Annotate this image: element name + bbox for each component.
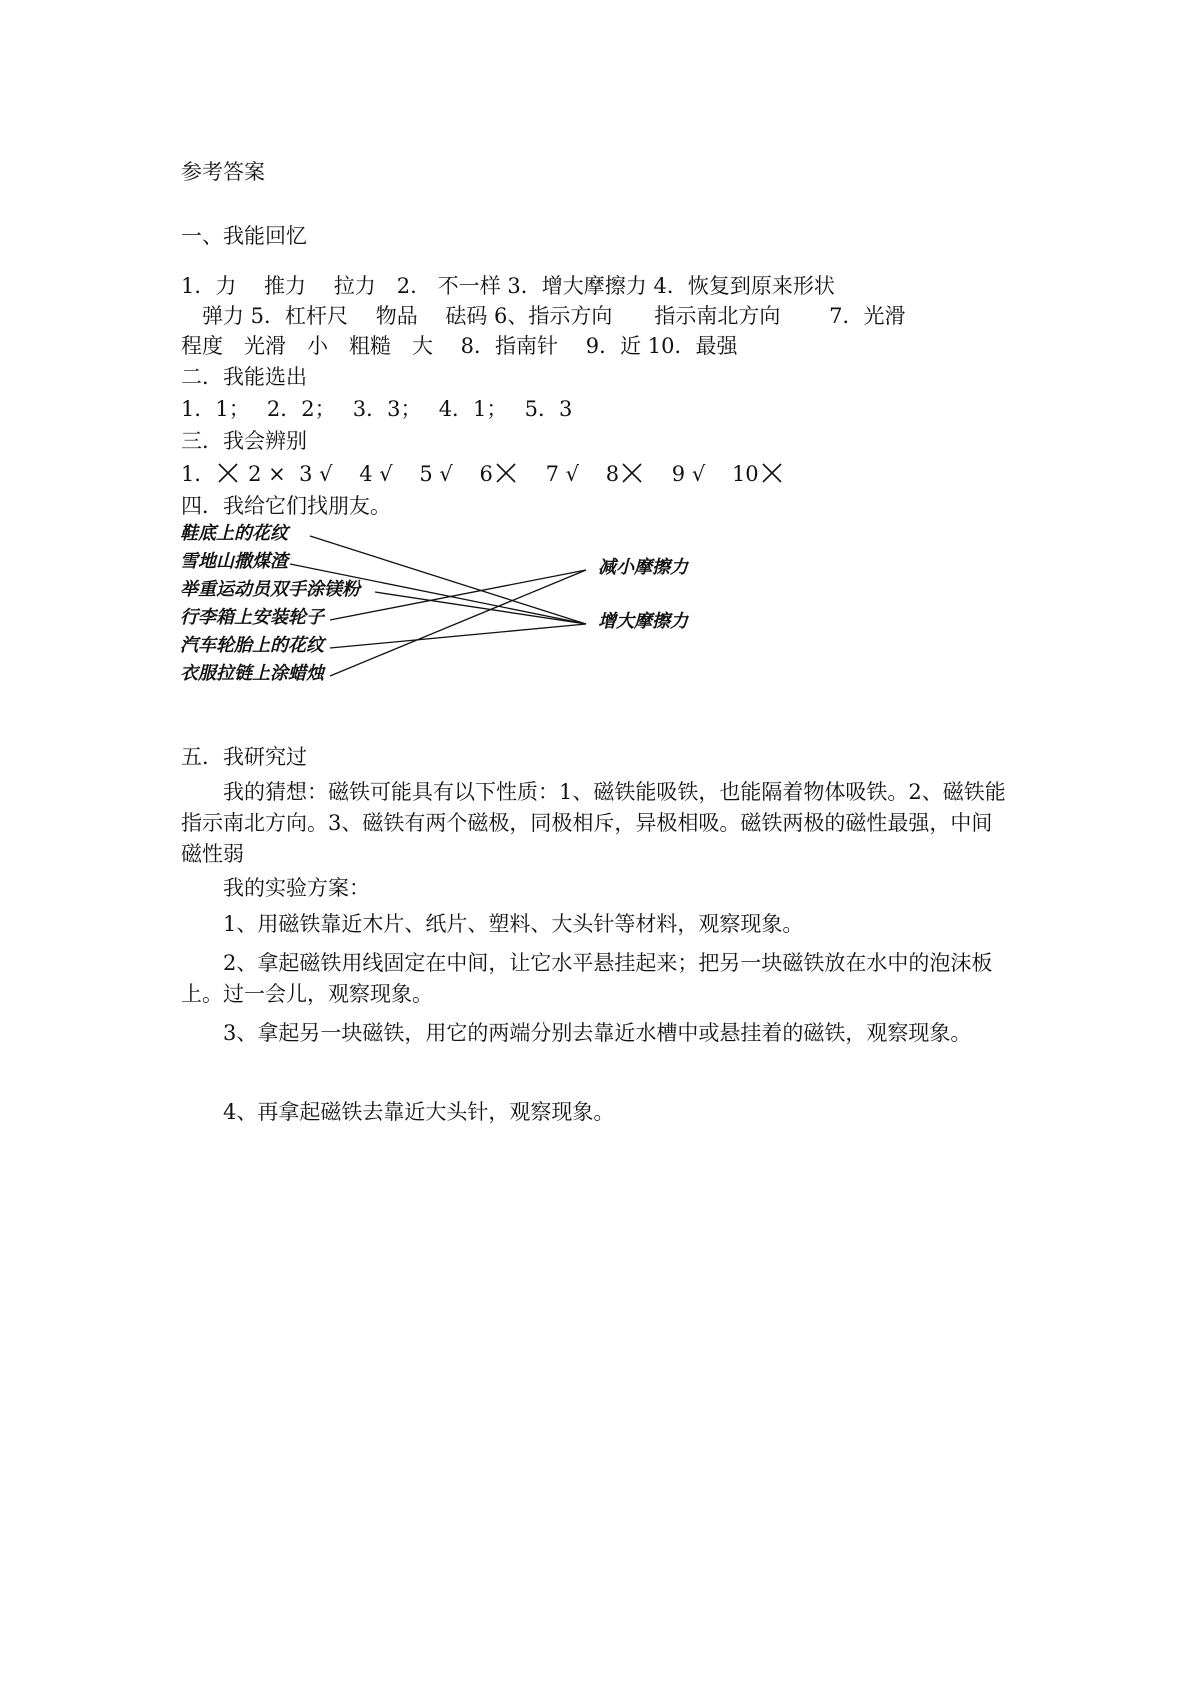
check-mark: √ (319, 462, 333, 486)
check-mark: √ (439, 462, 453, 486)
section2-answers: 1．1； 2．2； 3．3； 4．1； 5．3 (181, 397, 573, 421)
match-link-line (330, 624, 586, 648)
judgement-number: 6 (479, 462, 493, 486)
match-left-item: 衣服拉链上涂蜡烛 (180, 663, 324, 684)
match-link-line (330, 570, 586, 676)
judgement-number: 7 (545, 462, 566, 486)
judgement-number: 2 (248, 462, 269, 486)
section4-heading: 四．我给它们找朋友。 (181, 494, 391, 518)
judgement-number: 4 (359, 462, 380, 486)
match-left-item: 雪地山撒煤渣 (180, 551, 288, 572)
check-mark: √ (565, 462, 580, 486)
page-title: 参考答案 (181, 160, 265, 184)
judgement-number: 5 (419, 462, 440, 486)
plan-step-4: 4、再拿起磁铁去靠近大头针，观察现象。 (223, 1100, 615, 1124)
cross-mark-icon (495, 462, 517, 484)
plan-step-1: 1、用磁铁靠近木片、纸片、塑料、大头针等材料，观察现象。 (223, 912, 804, 936)
judgement-number: 1． (181, 462, 216, 486)
judgement-number: 9 (671, 462, 692, 486)
plan-step-3: 3、拿起另一块磁铁，用它的两端分别去靠近水槽中或悬挂着的磁铁，观察现象。 (223, 1021, 972, 1045)
cross-mark-icon (217, 462, 239, 484)
match-left-item: 行李箱上安装轮子 (180, 607, 324, 628)
check-mark: √ (691, 462, 706, 486)
section1-line1: 1．力 推力 拉力 2. 不一样 3．增大摩擦力 4．恢复到原来形状 (181, 274, 835, 298)
match-right-item: 减小摩擦力 (598, 557, 688, 578)
plan-step-2: 2、拿起磁铁用线固定在中间，让它水平悬挂起来；把另一块磁铁放在水中的泡沫板上。过一会儿，观察现象。 (181, 951, 993, 1006)
judgement-number: 3 (299, 462, 320, 486)
match-left-item: 举重运动员双手涂镁粉 (180, 579, 360, 600)
cross-mark-icon (761, 462, 783, 484)
section2-heading: 二．我能选出 (181, 365, 307, 389)
section1-heading: 一、我能回忆 (181, 224, 307, 248)
judgement-number: 10 (731, 462, 759, 486)
matching-diagram (180, 522, 740, 707)
x-mark: × (268, 462, 286, 486)
section1-line2: 弹力 5．杠杆尺 物品 砝码 6、指示方向 指示南北方向 7．光滑 (181, 304, 906, 328)
section5-heading: 五．我研究过 (181, 745, 307, 769)
match-left-item: 鞋底上的花纹 (180, 523, 288, 544)
match-link-line (330, 570, 586, 620)
match-left-item: 汽车轮胎上的花纹 (180, 635, 324, 656)
section1-line3: 程度 光滑 小 粗糙 大 8．指南针 9．近 10．最强 (181, 334, 738, 358)
check-mark: √ (379, 462, 393, 486)
judgement-number: 8 (605, 462, 620, 486)
match-link-line (375, 592, 586, 624)
cross-mark-icon (621, 462, 643, 484)
plan-title: 我的实验方案： (223, 876, 370, 900)
match-right-item: 增大摩擦力 (598, 611, 688, 632)
hypothesis-paragraph: 我的猜想：磁铁可能具有以下性质：1、磁铁能吸铁，也能隔着物体吸铁。2、磁铁能指示南北方向。3、磁铁有两个磁极，同极相斥，异极相吸。磁铁两极的磁性最强，中间磁性弱 (181, 780, 1006, 866)
judgement-answers (181, 460, 785, 488)
section3-heading: 三．我会辨别 (181, 429, 307, 453)
